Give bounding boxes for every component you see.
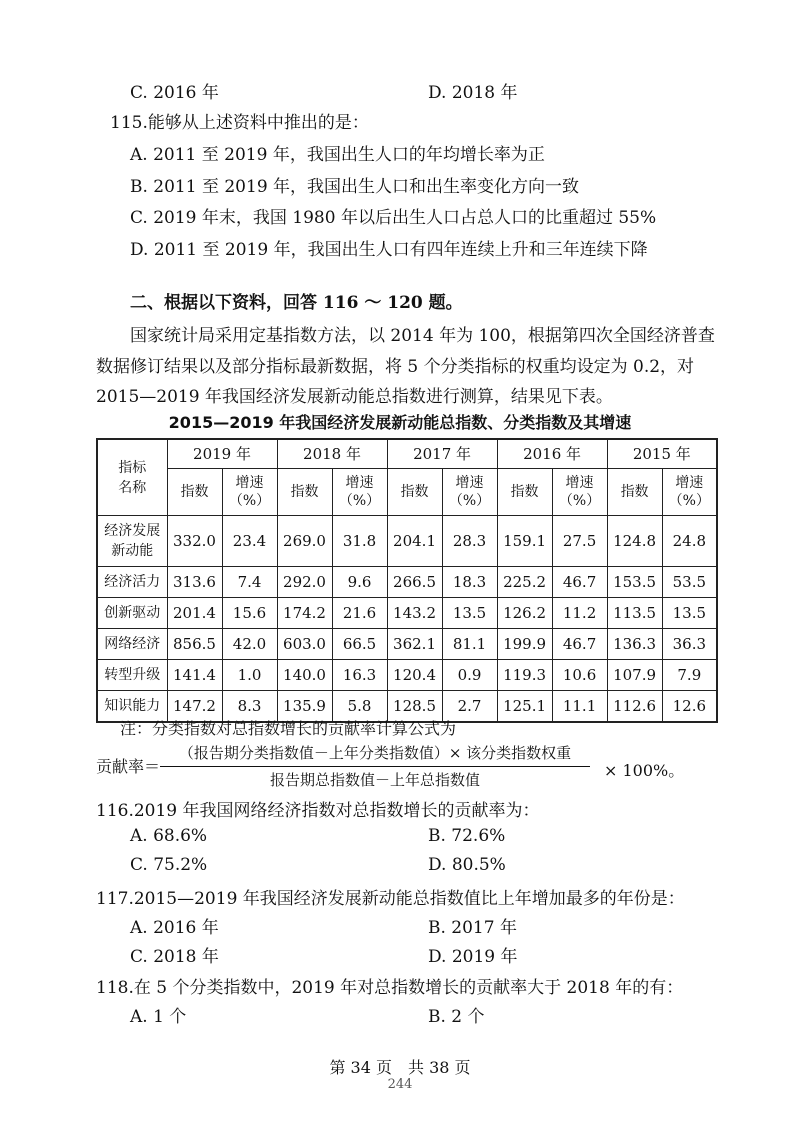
growth-cell: 10.6 [552,660,607,691]
corner-header: 指标名称 [97,439,167,516]
index-cell: 153.5 [607,567,662,598]
q115-option-b: B. 2011 至 2019 年，我国出生人口和出生率变化方向一致 [130,177,580,197]
index-cell: 113.5 [607,598,662,629]
formula-denominator: 报告期总指数值－上年总指数值 [269,771,480,789]
growth-cell: 27.5 [552,516,607,567]
table-title: 2015—2019 年我国经济发展新动能总指数、分类指数及其增速 [168,413,632,432]
index-cell: 147.2 [167,691,222,723]
row-name: 创新驱动 [97,598,167,629]
growth-cell: 8.3 [222,691,277,723]
q116-option-d: D. 80.5% [428,855,506,875]
index-cell: 159.1 [497,516,552,567]
q117-option-c: C. 2018 年 [130,947,219,967]
row-name: 经济活力 [97,567,167,598]
growth-cell: 23.4 [222,516,277,567]
growth-cell: 13.5 [442,598,497,629]
q114-option-d: D. 2018 年 [428,83,518,103]
formula-lhs: 贡献率＝ [96,757,161,776]
index-cell: 856.5 [167,629,222,660]
index-cell: 112.6 [607,691,662,723]
q116-option-c: C. 75.2% [130,855,208,875]
q115-option-a: A. 2011 至 2019 年，我国出生人口的年均增长率为正 [130,145,545,165]
year-header: 2018 年 [277,439,387,469]
intro-line-3: 2015—2019 年我国经济发展新动能总指数进行测算，结果见下表。 [96,387,613,407]
q118-stem: 118.在 5 个分类指数中，2019 年对总指数增长的贡献率大于 2018 年的有： [96,978,684,998]
index-cell: 128.5 [387,691,442,723]
growth-cell: 11.1 [552,691,607,723]
table-row [97,629,717,660]
index-cell: 141.4 [167,660,222,691]
growth-cell: 13.5 [662,598,717,629]
sub-header-index: 指数 [497,469,552,516]
q115-option-d: D. 2011 至 2019 年，我国出生人口有四年连续上升和三年连续下降 [130,240,648,260]
index-cell: 199.9 [497,629,552,660]
growth-cell: 5.8 [332,691,387,723]
formula-numerator: （报告期分类指数值－上年分类指数值）× 该分类指数权重 [160,742,590,767]
q117-stem: 117.2015—2019 年我国经济发展新动能总指数值比上年增加最多的年份是： [96,889,685,909]
sub-header-index: 指数 [607,469,662,516]
index-cell: 201.4 [167,598,222,629]
growth-cell: 31.8 [332,516,387,567]
sub-header-growth: 增速（%） [332,469,387,516]
q116-option-a: A. 68.6% [130,826,208,846]
row-name: 知识能力 [97,691,167,723]
row-name: 经济发展新动能 [97,516,167,567]
growth-cell: 53.5 [662,567,717,598]
table-row [97,567,717,598]
formula-suffix: × 100%。 [604,761,685,780]
table-row [97,516,717,567]
growth-cell: 66.5 [332,629,387,660]
sub-header-growth: 增速（%） [442,469,497,516]
growth-cell: 81.1 [442,629,497,660]
index-cell: 125.1 [497,691,552,723]
growth-cell: 9.6 [332,567,387,598]
table-row [97,598,717,629]
page-number: 244 [387,1077,413,1092]
index-cell: 143.2 [387,598,442,629]
formula-fraction [160,742,590,790]
year-header: 2016 年 [497,439,607,469]
sub-header-growth: 增速（%） [662,469,717,516]
q115-option-c: C. 2019 年末，我国 1980 年以后出生人口占总人口的比重超过 55% [130,208,657,228]
row-name: 网络经济 [97,629,167,660]
growth-cell: 16.3 [332,660,387,691]
index-cell: 120.4 [387,660,442,691]
intro-line-1: 国家统计局采用定基指数方法，以 2014 年为 100，根据第四次全国经济普查 [130,326,715,346]
index-cell: 135.9 [277,691,332,723]
sub-header-index: 指数 [167,469,222,516]
growth-cell: 18.3 [442,567,497,598]
data-table [96,438,718,723]
q114-option-c: C. 2016 年 [130,83,219,103]
q117-option-d: D. 2019 年 [428,947,518,967]
index-cell: 269.0 [277,516,332,567]
year-header: 2017 年 [387,439,497,469]
index-cell: 313.6 [167,567,222,598]
growth-cell: 2.7 [442,691,497,723]
q115-stem: 115.能够从上述资料中推出的是： [110,113,369,133]
year-header: 2019 年 [167,439,277,469]
sub-header-index: 指数 [387,469,442,516]
q116-stem: 116.2019 年我国网络经济指数对总指数增长的贡献率为： [96,801,540,821]
page-indicator: 第 34 页 共 38 页 [329,1058,471,1077]
q118-option-a: A. 1 个 [130,1007,187,1027]
growth-cell: 7.4 [222,567,277,598]
q118-option-b: B. 2 个 [428,1007,485,1027]
table-row [97,660,717,691]
growth-cell: 12.6 [662,691,717,723]
index-cell: 292.0 [277,567,332,598]
q116-option-b: B. 72.6% [428,826,506,846]
growth-cell: 42.0 [222,629,277,660]
index-cell: 107.9 [607,660,662,691]
index-cell: 603.0 [277,629,332,660]
year-header: 2015 年 [607,439,717,469]
index-cell: 140.0 [277,660,332,691]
index-cell: 362.1 [387,629,442,660]
index-cell: 225.2 [497,567,552,598]
growth-cell: 7.9 [662,660,717,691]
growth-cell: 11.2 [552,598,607,629]
growth-cell: 15.6 [222,598,277,629]
sub-header-index: 指数 [277,469,332,516]
index-cell: 332.0 [167,516,222,567]
growth-cell: 36.3 [662,629,717,660]
index-cell: 266.5 [387,567,442,598]
sub-header-growth: 增速（%） [552,469,607,516]
index-cell: 119.3 [497,660,552,691]
intro-line-2: 数据修订结果以及部分指标最新数据，将 5 个分类指标的权重均设定为 0.2，对 [96,357,695,377]
index-cell: 204.1 [387,516,442,567]
growth-cell: 28.3 [442,516,497,567]
index-cell: 124.8 [607,516,662,567]
growth-cell: 1.0 [222,660,277,691]
growth-cell: 46.7 [552,567,607,598]
note-text: 注：分类指数对总指数增长的贡献率计算公式为 [120,719,457,738]
index-cell: 126.2 [497,598,552,629]
growth-cell: 46.7 [552,629,607,660]
row-name: 转型升级 [97,660,167,691]
growth-cell: 24.8 [662,516,717,567]
index-cell: 136.3 [607,629,662,660]
section-heading: 二、根据以下资料，回答 116 ～ 120 题。 [130,293,463,313]
q117-option-b: B. 2017 年 [428,918,517,938]
sub-header-growth: 增速（%） [222,469,277,516]
q117-option-a: A. 2016 年 [130,918,219,938]
growth-cell: 0.9 [442,660,497,691]
index-cell: 174.2 [277,598,332,629]
growth-cell: 21.6 [332,598,387,629]
